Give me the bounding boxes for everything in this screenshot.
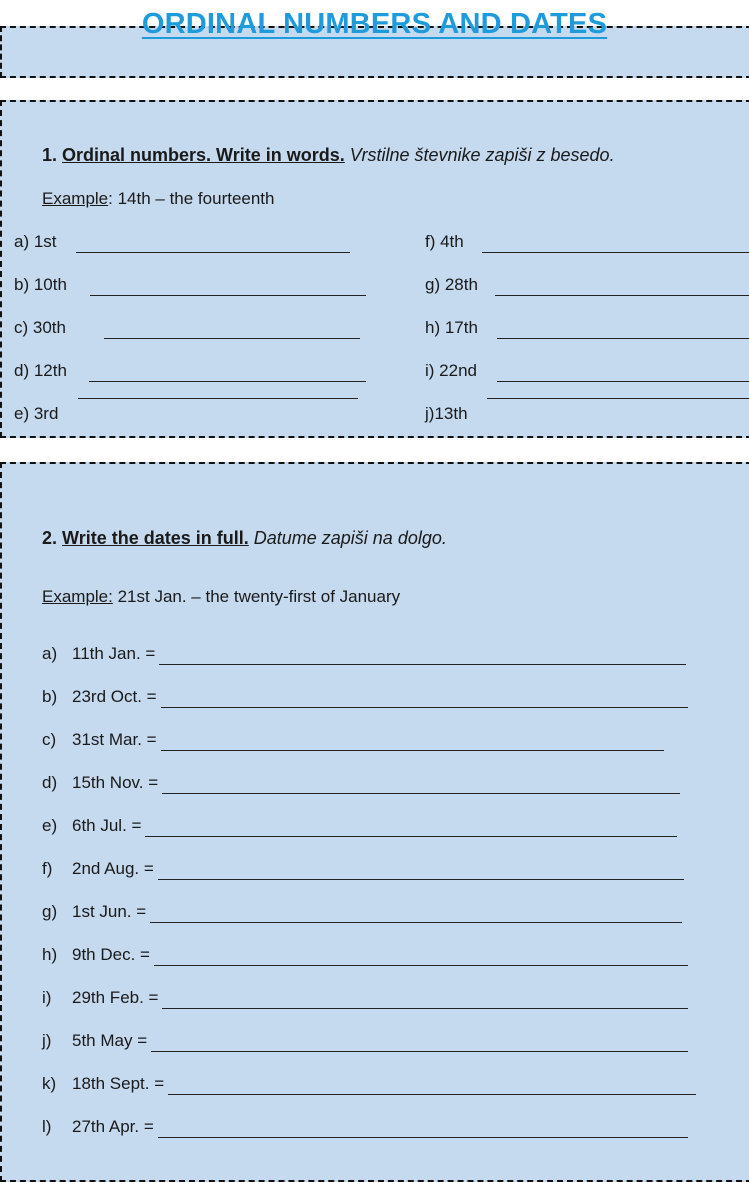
section-1-heading <box>42 145 615 166</box>
date-item-text: 1st Jun. = <box>72 902 147 921</box>
page-title: ORDINAL NUMBERS AND DATES <box>141 8 608 40</box>
date-item-text: 29th Feb. = <box>72 988 159 1007</box>
date-item-text: 9th Dec. = <box>72 945 150 964</box>
date-item-letter: a) <box>42 644 58 663</box>
answer-line-f[interactable] <box>482 252 749 253</box>
date-item-letter: g) <box>42 902 58 921</box>
ordinal-item-h: h) 17th <box>425 318 478 337</box>
date-item-letter: f) <box>42 859 53 878</box>
date-item <box>42 816 141 836</box>
section-2-number: 2. <box>42 528 58 548</box>
ordinal-item-d: d) 12th <box>14 361 67 380</box>
ordinal-item-f: f) 4th <box>425 232 464 251</box>
example-text: : 14th – the fourteenth <box>108 189 275 208</box>
date-item <box>42 988 158 1008</box>
section-1-number: 1. <box>42 145 58 165</box>
date-item <box>42 644 155 664</box>
section-1-translation: Vrstilne števnike zapiši z besedo. <box>349 145 615 165</box>
date-item-text: 2nd Aug. = <box>72 859 154 878</box>
ordinal-item-j-text: j)13th <box>425 404 468 423</box>
answer-line-i[interactable] <box>497 381 749 382</box>
date-item <box>42 902 146 922</box>
section-1-example <box>42 189 275 209</box>
date-item-letter: h) <box>42 945 58 964</box>
ordinal-item-b: b) 10th <box>14 275 67 294</box>
date-item-text: 31st Mar. = <box>72 730 157 749</box>
date-item-letter: l) <box>42 1117 52 1136</box>
answer-line-j[interactable] <box>487 398 749 399</box>
section-1-instruction: Ordinal numbers. Write in words. <box>62 145 345 165</box>
section-2-instruction: Write the dates in full. <box>62 528 249 548</box>
date-item-letter: i) <box>42 988 52 1007</box>
ordinal-item-i: i) 22nd <box>425 361 477 380</box>
date-answer-line[interactable] <box>162 1008 688 1009</box>
answer-line-h[interactable] <box>497 338 749 339</box>
ordinal-item-j <box>425 404 468 424</box>
date-item-letter: j) <box>42 1031 52 1050</box>
ordinal-item-e <box>14 404 58 424</box>
date-item-text: 11th Jan. = <box>72 644 156 663</box>
date-item <box>42 687 157 707</box>
answer-line-g[interactable] <box>495 295 749 296</box>
date-item <box>42 1117 154 1137</box>
date-answer-line[interactable] <box>150 922 682 923</box>
date-item <box>42 1074 164 1094</box>
date-answer-line[interactable] <box>161 707 688 708</box>
date-item-letter: e) <box>42 816 58 835</box>
date-item <box>42 773 158 793</box>
example-label-2: Example: <box>42 587 113 606</box>
date-answer-line[interactable] <box>161 750 664 751</box>
date-item-letter: c) <box>42 730 57 749</box>
date-item <box>42 730 157 750</box>
answer-line-d[interactable] <box>89 381 366 382</box>
date-answer-line[interactable] <box>145 836 677 837</box>
example-text-2: 21st Jan. – the twenty-first of January <box>112 587 401 606</box>
date-item-text: 23rd Oct. = <box>72 687 157 706</box>
date-item <box>42 1031 147 1051</box>
date-item <box>42 945 150 965</box>
section-2-example <box>42 587 400 607</box>
ordinal-item-g: g) 28th <box>425 275 478 294</box>
answer-line-a[interactable] <box>76 252 350 253</box>
date-answer-line[interactable] <box>158 879 684 880</box>
date-item-text: 5th May = <box>72 1031 148 1050</box>
date-answer-line[interactable] <box>162 793 680 794</box>
date-item-text: 6th Jul. = <box>72 816 142 835</box>
date-answer-line[interactable] <box>168 1094 696 1095</box>
date-item-text: 27th Apr. = <box>72 1117 154 1136</box>
date-answer-line[interactable] <box>154 965 688 966</box>
ordinal-item-a: a) 1st <box>14 232 57 251</box>
example-label: Example <box>42 189 109 208</box>
date-item-letter: k) <box>42 1074 57 1093</box>
section-2-translation: Datume zapiši na dolgo. <box>253 528 447 548</box>
date-answer-line[interactable] <box>158 1137 688 1138</box>
date-item <box>42 859 154 879</box>
ordinal-item-c: c) 30th <box>14 318 66 337</box>
date-item-letter: b) <box>42 687 58 706</box>
date-item-text: 18th Sept. = <box>72 1074 165 1093</box>
date-item-letter: d) <box>42 773 58 792</box>
answer-line-e[interactable] <box>78 398 358 399</box>
section-2-heading <box>42 528 447 549</box>
answer-line-c[interactable] <box>104 338 360 339</box>
date-answer-line[interactable] <box>151 1051 688 1052</box>
ordinal-item-e-text: e) 3rd <box>14 404 59 423</box>
date-item-text: 15th Nov. = <box>72 773 159 792</box>
date-answer-line[interactable] <box>159 664 686 665</box>
answer-line-b[interactable] <box>90 295 366 296</box>
